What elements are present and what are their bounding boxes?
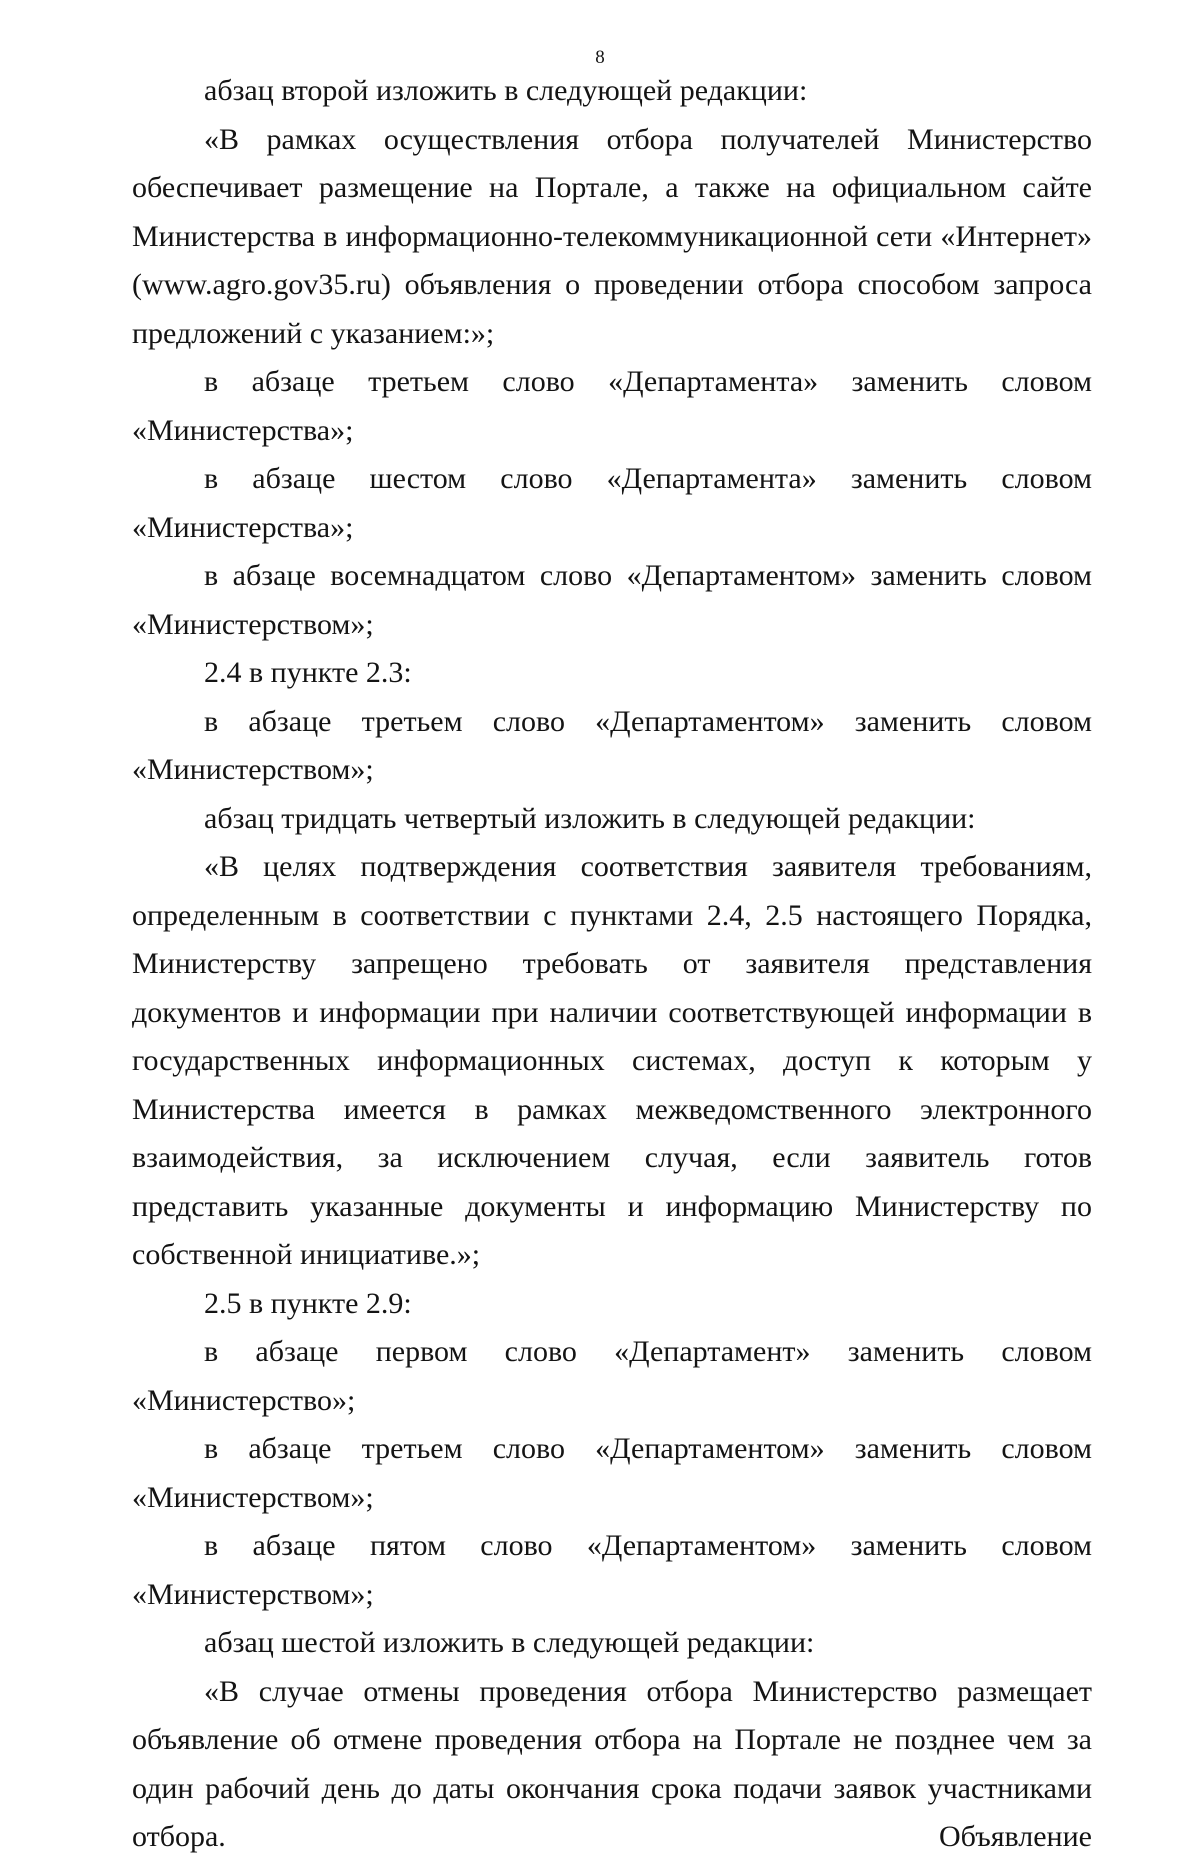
paragraph: «В целях подтверждения соответствия заявителя требованиям, определенным в соответствии с пунктами 2.4, 2.5 настоящего Порядка, Министерству запрещено требовать от заявителя представления документов и информации при наличии соответствующей информации в государственных информационных системах, доступ к которым у Министерства имеется в рамках межведомственного электронного взаимодействия, за исключением случая, если заявитель готов представить указанные документы и информацию Министерству по собственной инициативе.»; (132, 850, 1092, 1271)
paragraph: в абзаце третьем слово «Департаментом» заменить словом «Министерством»; (132, 704, 1092, 786)
paragraph: абзац шестой изложить в следующей редакции: (204, 1626, 815, 1659)
paragraph: в абзаце восемнадцатом слово «Департаментом» заменить словом «Министерством»; (132, 559, 1092, 641)
paragraph: 2.4 в пункте 2.3: (204, 656, 412, 689)
document-body (132, 67, 1092, 1862)
paragraph: «В рамках осуществления отбора получателей Министерство обеспечивает размещение на Портале, а также на официальном сайте Министерства в информационно-телекоммуникационной сети «Интернет» (www.agro.gov35.ru) объявления о проведении отбора способом запроса предложений с указанием:»; (132, 122, 1092, 350)
page-number: 8 (595, 47, 605, 68)
paragraph: абзац второй изложить в следующей редакции: (204, 74, 808, 107)
paragraph: в абзаце первом слово «Департамент» заменить словом «Министерство»; (132, 1335, 1092, 1417)
paragraph: в абзаце пятом слово «Департаментом» заменить словом «Министерством»; (132, 1529, 1092, 1611)
paragraph: в абзаце шестом слово «Департамента» заменить словом «Министерства»; (132, 462, 1092, 544)
paragraph: в абзаце третьем слово «Департамента» заменить словом «Министерства»; (132, 365, 1092, 447)
paragraph: 2.5 в пункте 2.9: (204, 1286, 412, 1320)
paragraph: в абзаце третьем слово «Департаментом» заменить словом «Министерством»; (132, 1432, 1092, 1514)
paragraph: «В случае отмены проведения отбора Министерство размещает объявление об отмене проведения отбора на Портале не позднее чем за один рабочий день до даты окончания срока подачи заявок участниками отбора. Объявление (132, 1674, 1092, 1853)
paragraph: абзац тридцать четвертый изложить в следующей редакции: (204, 801, 976, 835)
